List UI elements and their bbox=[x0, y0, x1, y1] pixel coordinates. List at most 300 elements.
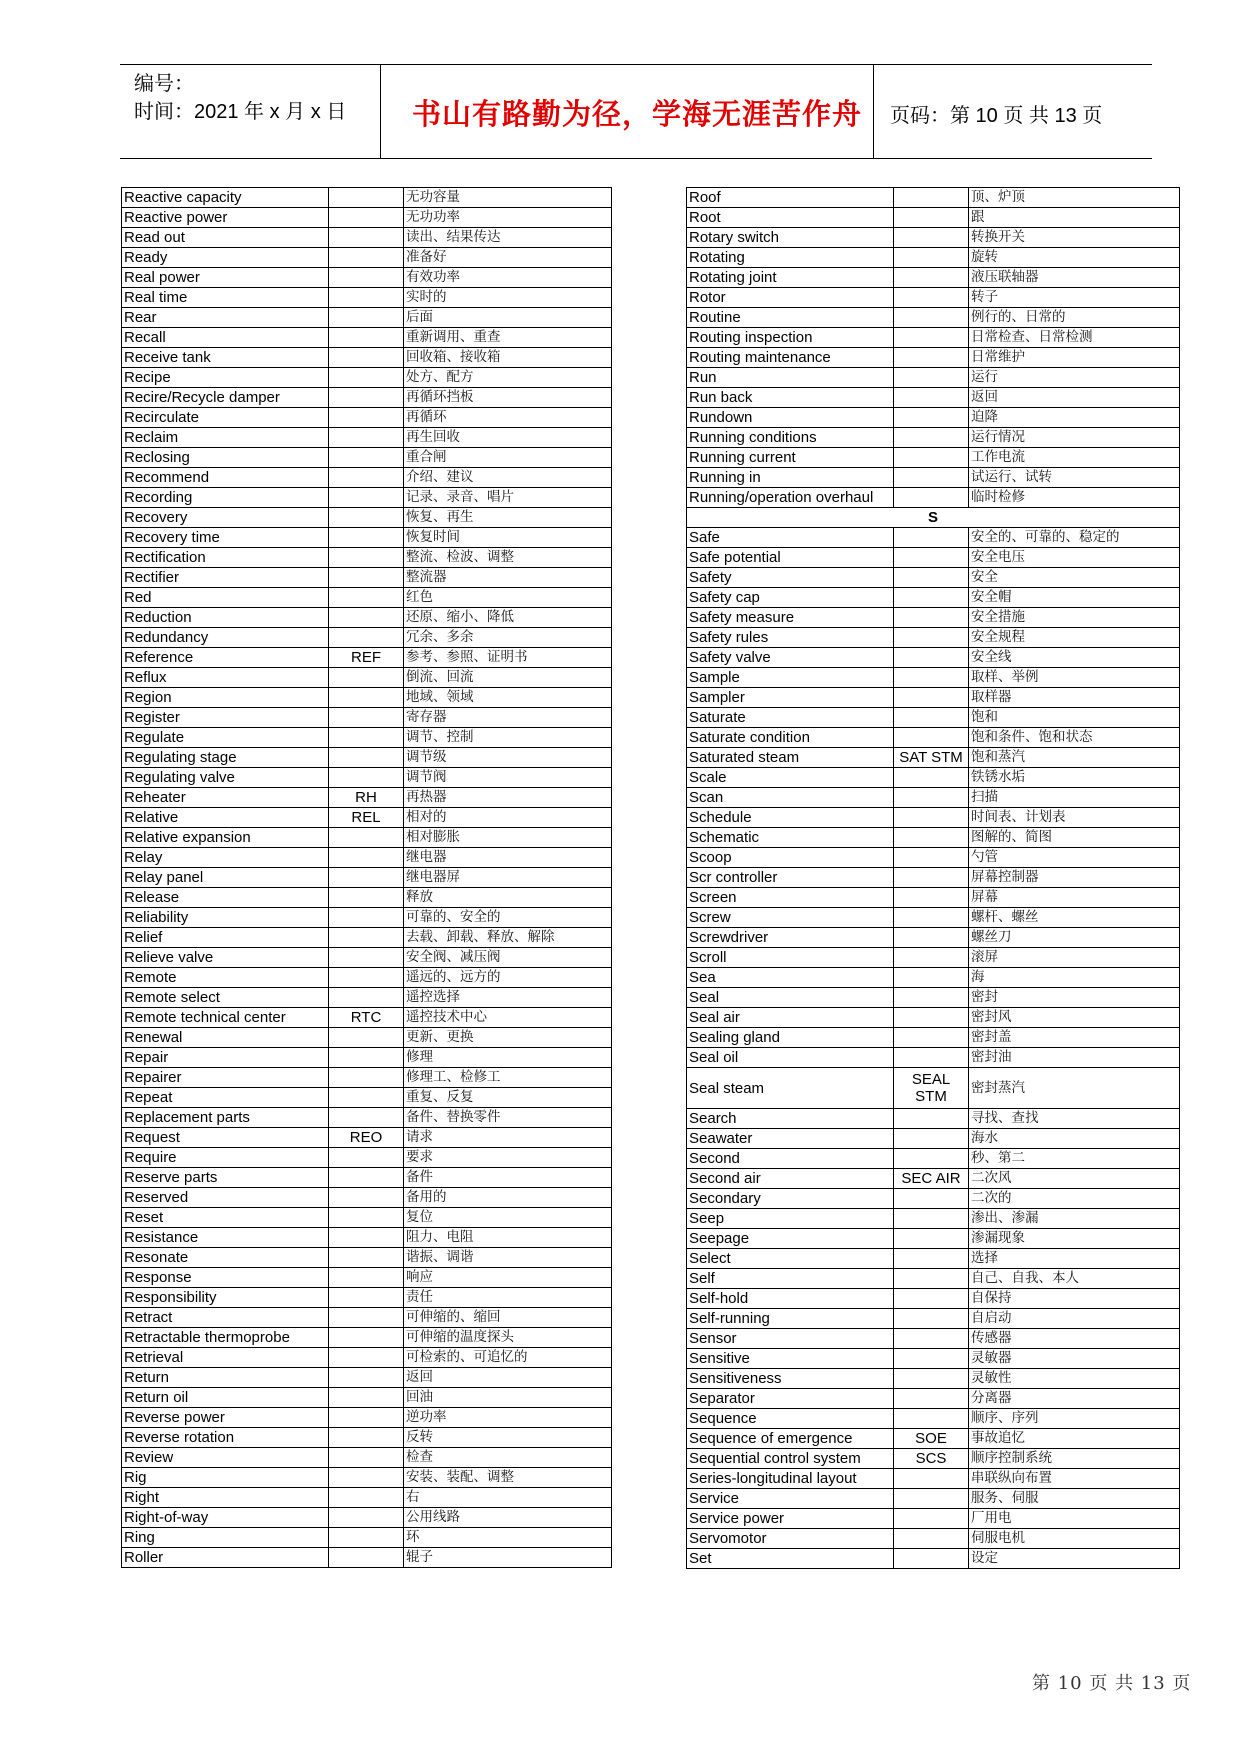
table-row bbox=[687, 988, 1180, 1008]
abbreviation-cell bbox=[894, 388, 969, 408]
table-row bbox=[687, 748, 1180, 768]
table-row bbox=[122, 1548, 612, 1568]
abbreviation-cell bbox=[329, 1428, 404, 1448]
abbreviation-cell bbox=[894, 608, 969, 628]
term-cell: Reclaim bbox=[122, 428, 329, 448]
table-row bbox=[122, 468, 612, 488]
term-cell: Reserved bbox=[122, 1188, 329, 1208]
abbreviation-cell bbox=[894, 628, 969, 648]
term-cell: Sea bbox=[687, 968, 894, 988]
table-row bbox=[687, 1149, 1180, 1169]
abbreviation-cell bbox=[329, 1488, 404, 1508]
table-row bbox=[687, 1329, 1180, 1349]
table-row bbox=[687, 608, 1180, 628]
term-cell: Redundancy bbox=[122, 628, 329, 648]
header-page-info: 页码：第 10 页 共 13 页 bbox=[890, 105, 1103, 127]
abbreviation-cell bbox=[894, 708, 969, 728]
term-cell: Receive tank bbox=[122, 348, 329, 368]
abbreviation-cell bbox=[894, 768, 969, 788]
table-row bbox=[687, 368, 1180, 388]
table-row bbox=[122, 1388, 612, 1408]
abbreviation-cell bbox=[894, 188, 969, 208]
term-cell: Relative expansion bbox=[122, 828, 329, 848]
term-cell: Real time bbox=[122, 288, 329, 308]
table-row bbox=[122, 408, 612, 428]
abbreviation-cell bbox=[329, 668, 404, 688]
table-row bbox=[122, 208, 612, 228]
table-row bbox=[687, 1349, 1180, 1369]
abbreviation-cell bbox=[894, 328, 969, 348]
table-row bbox=[122, 268, 612, 288]
abbreviation-cell bbox=[329, 1368, 404, 1388]
table-row bbox=[687, 1008, 1180, 1028]
table-row bbox=[687, 1169, 1180, 1189]
term-cell: Remote bbox=[122, 968, 329, 988]
term-cell: Series-longitudinal layout bbox=[687, 1469, 894, 1489]
term-cell: Service bbox=[687, 1489, 894, 1509]
abbreviation-cell bbox=[329, 348, 404, 368]
abbreviation-cell bbox=[894, 688, 969, 708]
translation-cell: 液压联轴器 bbox=[969, 268, 1180, 288]
abbreviation-cell bbox=[329, 688, 404, 708]
translation-cell: 可伸缩的、缩回 bbox=[404, 1308, 612, 1328]
translation-cell: 处方、配方 bbox=[404, 368, 612, 388]
table-row bbox=[687, 688, 1180, 708]
table-row bbox=[687, 1409, 1180, 1429]
translation-cell: 释放 bbox=[404, 888, 612, 908]
abbreviation-cell: SCS bbox=[894, 1449, 969, 1469]
abbreviation-cell bbox=[329, 1148, 404, 1168]
translation-cell: 重合闸 bbox=[404, 448, 612, 468]
translation-cell: 地域、领域 bbox=[404, 688, 612, 708]
abbreviation-cell bbox=[329, 1028, 404, 1048]
translation-cell: 分离器 bbox=[969, 1389, 1180, 1409]
table-row bbox=[687, 1509, 1180, 1529]
translation-cell: 密封盖 bbox=[969, 1028, 1180, 1048]
abbreviation-cell bbox=[329, 1228, 404, 1248]
table-row bbox=[122, 968, 612, 988]
abbreviation-cell bbox=[329, 868, 404, 888]
table-row bbox=[122, 348, 612, 368]
table-row bbox=[122, 1288, 612, 1308]
term-cell: Sensor bbox=[687, 1329, 894, 1349]
abbreviation-cell bbox=[329, 488, 404, 508]
table-row bbox=[122, 1088, 612, 1108]
translation-cell: 海水 bbox=[969, 1129, 1180, 1149]
translation-cell: 饱和条件、饱和状态 bbox=[969, 728, 1180, 748]
translation-cell: 重复、反复 bbox=[404, 1088, 612, 1108]
abbreviation-cell bbox=[329, 888, 404, 908]
table-row bbox=[687, 1289, 1180, 1309]
translation-cell: 公用线路 bbox=[404, 1508, 612, 1528]
term-cell: Sampler bbox=[687, 688, 894, 708]
table-row bbox=[122, 1508, 612, 1528]
translation-cell: 灵敏器 bbox=[969, 1349, 1180, 1369]
term-cell: Separator bbox=[687, 1389, 894, 1409]
translation-cell: 渗漏现象 bbox=[969, 1229, 1180, 1249]
abbreviation-cell bbox=[329, 1168, 404, 1188]
table-row bbox=[687, 1309, 1180, 1329]
term-cell: Relay panel bbox=[122, 868, 329, 888]
translation-cell: 厂用电 bbox=[969, 1509, 1180, 1529]
abbreviation-cell bbox=[894, 868, 969, 888]
abbreviation-cell bbox=[894, 1189, 969, 1209]
table-row bbox=[687, 1129, 1180, 1149]
abbreviation-cell bbox=[894, 528, 969, 548]
abbreviation-cell bbox=[329, 628, 404, 648]
term-cell: Screen bbox=[687, 888, 894, 908]
translation-cell: 二次风 bbox=[969, 1169, 1180, 1189]
table-row bbox=[687, 628, 1180, 648]
abbreviation-cell bbox=[894, 948, 969, 968]
term-cell: Second bbox=[687, 1149, 894, 1169]
translation-cell: 选择 bbox=[969, 1249, 1180, 1269]
translation-cell: 无功容量 bbox=[404, 188, 612, 208]
translation-cell: 修理 bbox=[404, 1048, 612, 1068]
table-row bbox=[687, 588, 1180, 608]
translation-cell: 遥远的、远方的 bbox=[404, 968, 612, 988]
term-cell: Regulate bbox=[122, 728, 329, 748]
table-row bbox=[122, 1368, 612, 1388]
table-row bbox=[122, 1348, 612, 1368]
abbreviation-cell bbox=[329, 708, 404, 728]
translation-cell: 谐振、调谐 bbox=[404, 1248, 612, 1268]
table-row bbox=[122, 668, 612, 688]
term-cell: Resistance bbox=[122, 1228, 329, 1248]
translation-cell: 实时的 bbox=[404, 288, 612, 308]
abbreviation-cell bbox=[894, 348, 969, 368]
translation-cell: 密封 bbox=[969, 988, 1180, 1008]
abbreviation-cell bbox=[894, 588, 969, 608]
term-cell: Require bbox=[122, 1148, 329, 1168]
table-row bbox=[122, 1048, 612, 1068]
translation-cell: 转子 bbox=[969, 288, 1180, 308]
table-row bbox=[687, 1068, 1180, 1109]
translation-cell: 冗余、多余 bbox=[404, 628, 612, 648]
term-cell: Schematic bbox=[687, 828, 894, 848]
abbreviation-cell bbox=[894, 1149, 969, 1169]
abbreviation-cell bbox=[329, 448, 404, 468]
table-row bbox=[687, 468, 1180, 488]
translation-cell: 安全规程 bbox=[969, 628, 1180, 648]
term-cell: Run bbox=[687, 368, 894, 388]
table-row bbox=[122, 1328, 612, 1348]
abbreviation-cell bbox=[329, 1528, 404, 1548]
abbreviation-cell bbox=[329, 928, 404, 948]
abbreviation-cell: REL bbox=[329, 808, 404, 828]
abbreviation-cell bbox=[329, 268, 404, 288]
abbreviation-cell bbox=[894, 1249, 969, 1269]
translation-cell: 返回 bbox=[404, 1368, 612, 1388]
translation-cell: 调节阀 bbox=[404, 768, 612, 788]
table-row bbox=[687, 248, 1180, 268]
table-row bbox=[687, 1389, 1180, 1409]
translation-cell: 伺服电机 bbox=[969, 1529, 1180, 1549]
translation-cell: 安全阀、减压阀 bbox=[404, 948, 612, 968]
abbreviation-cell: RH bbox=[329, 788, 404, 808]
table-row bbox=[687, 1429, 1180, 1449]
translation-cell: 饱和 bbox=[969, 708, 1180, 728]
table-row bbox=[122, 1488, 612, 1508]
abbreviation-cell bbox=[894, 308, 969, 328]
translation-cell: 阻力、电阻 bbox=[404, 1228, 612, 1248]
translation-cell: 日常维护 bbox=[969, 348, 1180, 368]
translation-cell: 顺序控制系统 bbox=[969, 1449, 1180, 1469]
translation-cell: 再热器 bbox=[404, 788, 612, 808]
table-row bbox=[687, 288, 1180, 308]
abbreviation-cell: SEAL STM bbox=[894, 1068, 969, 1109]
number-label: 编号： bbox=[134, 73, 194, 95]
table-row bbox=[122, 648, 612, 668]
term-cell: Remote technical center bbox=[122, 1008, 329, 1028]
translation-cell: 安全措施 bbox=[969, 608, 1180, 628]
abbreviation-cell bbox=[894, 828, 969, 848]
translation-cell: 灵敏性 bbox=[969, 1369, 1180, 1389]
table-row bbox=[122, 1028, 612, 1048]
abbreviation-cell bbox=[329, 728, 404, 748]
term-cell: Reactive power bbox=[122, 208, 329, 228]
term-cell: Second air bbox=[687, 1169, 894, 1189]
abbreviation-cell bbox=[329, 1328, 404, 1348]
table-row bbox=[687, 268, 1180, 288]
term-cell: Scoop bbox=[687, 848, 894, 868]
abbreviation-cell bbox=[894, 1309, 969, 1329]
translation-cell: 无功功率 bbox=[404, 208, 612, 228]
table-row bbox=[687, 388, 1180, 408]
term-cell: Reheater bbox=[122, 788, 329, 808]
translation-cell: 运行情况 bbox=[969, 428, 1180, 448]
table-row bbox=[687, 1109, 1180, 1129]
term-cell: Root bbox=[687, 208, 894, 228]
translation-cell: 有效功率 bbox=[404, 268, 612, 288]
translation-cell: 安全帽 bbox=[969, 588, 1180, 608]
abbreviation-cell bbox=[329, 288, 404, 308]
table-row bbox=[122, 548, 612, 568]
abbreviation-cell bbox=[894, 808, 969, 828]
term-cell: Regulating valve bbox=[122, 768, 329, 788]
table-row bbox=[122, 588, 612, 608]
term-cell: Relief bbox=[122, 928, 329, 948]
term-cell: Self-hold bbox=[687, 1289, 894, 1309]
abbreviation-cell: REF bbox=[329, 648, 404, 668]
translation-cell: 螺丝刀 bbox=[969, 928, 1180, 948]
term-cell: Sensitive bbox=[687, 1349, 894, 1369]
term-cell: Saturated steam bbox=[687, 748, 894, 768]
translation-cell: 秒、第二 bbox=[969, 1149, 1180, 1169]
term-cell: Real power bbox=[122, 268, 329, 288]
abbreviation-cell bbox=[329, 1348, 404, 1368]
translation-cell: 检查 bbox=[404, 1448, 612, 1468]
translation-cell: 倒流、回流 bbox=[404, 668, 612, 688]
abbreviation-cell bbox=[329, 468, 404, 488]
term-cell: Sequential control system bbox=[687, 1449, 894, 1469]
translation-cell: 调节级 bbox=[404, 748, 612, 768]
abbreviation-cell bbox=[329, 1308, 404, 1328]
table-row bbox=[687, 188, 1180, 208]
table-row bbox=[687, 968, 1180, 988]
table-row bbox=[687, 868, 1180, 888]
table-row bbox=[687, 348, 1180, 368]
abbreviation-cell bbox=[329, 248, 404, 268]
term-cell: Repairer bbox=[122, 1068, 329, 1088]
translation-cell: 临时检修 bbox=[969, 488, 1180, 508]
translation-cell: 二次的 bbox=[969, 1189, 1180, 1209]
table-row bbox=[122, 1268, 612, 1288]
abbreviation-cell bbox=[894, 568, 969, 588]
translation-cell: 去载、卸载、释放、解除 bbox=[404, 928, 612, 948]
translation-cell: 相对的 bbox=[404, 808, 612, 828]
abbreviation-cell bbox=[894, 368, 969, 388]
term-cell: Service power bbox=[687, 1509, 894, 1529]
translation-cell: 响应 bbox=[404, 1268, 612, 1288]
translation-cell: 事故追忆 bbox=[969, 1429, 1180, 1449]
term-cell: Seepage bbox=[687, 1229, 894, 1249]
table-row bbox=[687, 668, 1180, 688]
translation-cell: 遥控技术中心 bbox=[404, 1008, 612, 1028]
term-cell: Resonate bbox=[122, 1248, 329, 1268]
table-row bbox=[687, 228, 1180, 248]
translation-cell: 再循环 bbox=[404, 408, 612, 428]
term-cell: Retrieval bbox=[122, 1348, 329, 1368]
term-cell: Set bbox=[687, 1549, 894, 1569]
table-row bbox=[687, 1469, 1180, 1489]
table-row bbox=[687, 568, 1180, 588]
term-cell: Ring bbox=[122, 1528, 329, 1548]
table-row bbox=[687, 328, 1180, 348]
table-row bbox=[687, 448, 1180, 468]
translation-cell: 取样器 bbox=[969, 688, 1180, 708]
table-row bbox=[687, 788, 1180, 808]
table-row bbox=[122, 288, 612, 308]
translation-cell: 安全 bbox=[969, 568, 1180, 588]
term-cell: Recording bbox=[122, 488, 329, 508]
table-row bbox=[122, 388, 612, 408]
term-cell: Replacement parts bbox=[122, 1108, 329, 1128]
term-cell: Reliability bbox=[122, 908, 329, 928]
abbreviation-cell bbox=[894, 1329, 969, 1349]
glossary-table-right bbox=[686, 187, 1180, 1569]
term-cell: Response bbox=[122, 1268, 329, 1288]
term-cell: Rundown bbox=[687, 408, 894, 428]
abbreviation-cell bbox=[894, 1269, 969, 1289]
abbreviation-cell bbox=[894, 1529, 969, 1549]
translation-cell: 可伸缩的温度探头 bbox=[404, 1328, 612, 1348]
abbreviation-cell bbox=[329, 908, 404, 928]
table-row bbox=[122, 988, 612, 1008]
table-row bbox=[122, 368, 612, 388]
table-row bbox=[122, 728, 612, 748]
abbreviation-cell bbox=[329, 968, 404, 988]
table-row bbox=[687, 1028, 1180, 1048]
term-cell: Responsibility bbox=[122, 1288, 329, 1308]
translation-cell: 右 bbox=[404, 1488, 612, 1508]
table-row bbox=[122, 748, 612, 768]
abbreviation-cell: REO bbox=[329, 1128, 404, 1148]
abbreviation-cell bbox=[894, 1048, 969, 1068]
abbreviation-cell bbox=[329, 408, 404, 428]
term-cell: Reclosing bbox=[122, 448, 329, 468]
table-row bbox=[122, 628, 612, 648]
table-row bbox=[122, 768, 612, 788]
translation-cell: 整流器 bbox=[404, 568, 612, 588]
translation-cell: 备件 bbox=[404, 1168, 612, 1188]
translation-cell: 安全线 bbox=[969, 648, 1180, 668]
translation-cell: 备件、替换零件 bbox=[404, 1108, 612, 1128]
abbreviation-cell bbox=[329, 608, 404, 628]
term-cell: Reverse rotation bbox=[122, 1428, 329, 1448]
translation-cell: 后面 bbox=[404, 308, 612, 328]
term-cell: Running current bbox=[687, 448, 894, 468]
abbreviation-cell bbox=[329, 1448, 404, 1468]
table-row bbox=[687, 948, 1180, 968]
translation-cell: 安装、装配、调整 bbox=[404, 1468, 612, 1488]
abbreviation-cell bbox=[894, 1549, 969, 1569]
table-row bbox=[687, 548, 1180, 568]
abbreviation-cell bbox=[329, 568, 404, 588]
translation-cell: 逆功率 bbox=[404, 1408, 612, 1428]
abbreviation-cell bbox=[894, 548, 969, 568]
table-row bbox=[122, 488, 612, 508]
term-cell: Recipe bbox=[122, 368, 329, 388]
abbreviation-cell bbox=[894, 1008, 969, 1028]
translation-cell: 重新调用、重查 bbox=[404, 328, 612, 348]
abbreviation-cell bbox=[894, 228, 969, 248]
table-row bbox=[122, 1468, 612, 1488]
translation-cell: 海 bbox=[969, 968, 1180, 988]
term-cell: Reserve parts bbox=[122, 1168, 329, 1188]
abbreviation-cell bbox=[894, 1109, 969, 1129]
abbreviation-cell bbox=[894, 1489, 969, 1509]
abbreviation-cell bbox=[329, 768, 404, 788]
abbreviation-cell bbox=[894, 728, 969, 748]
term-cell: Repair bbox=[122, 1048, 329, 1068]
table-row bbox=[122, 1208, 612, 1228]
term-cell: Screw bbox=[687, 908, 894, 928]
table-row bbox=[122, 828, 612, 848]
abbreviation-cell bbox=[894, 448, 969, 468]
abbreviation-cell bbox=[894, 488, 969, 508]
table-row bbox=[122, 1068, 612, 1088]
term-cell: Reduction bbox=[122, 608, 329, 628]
table-row bbox=[122, 1248, 612, 1268]
term-cell: Safe potential bbox=[687, 548, 894, 568]
term-cell: Ready bbox=[122, 248, 329, 268]
table-row bbox=[687, 648, 1180, 668]
abbreviation-cell bbox=[329, 328, 404, 348]
term-cell: Recall bbox=[122, 328, 329, 348]
translation-cell: 工作电流 bbox=[969, 448, 1180, 468]
term-cell: Renewal bbox=[122, 1028, 329, 1048]
page-header bbox=[120, 64, 1152, 159]
abbreviation-cell bbox=[894, 668, 969, 688]
abbreviation-cell bbox=[329, 1068, 404, 1088]
term-cell: Roller bbox=[122, 1548, 329, 1568]
term-cell: Search bbox=[687, 1109, 894, 1129]
abbreviation-cell: SOE bbox=[894, 1429, 969, 1449]
translation-cell: 自启动 bbox=[969, 1309, 1180, 1329]
term-cell: Running/operation overhaul bbox=[687, 488, 894, 508]
table-row bbox=[122, 688, 612, 708]
abbreviation-cell bbox=[894, 408, 969, 428]
table-row bbox=[687, 428, 1180, 448]
translation-cell: 密封风 bbox=[969, 1008, 1180, 1028]
translation-cell: 屏幕 bbox=[969, 888, 1180, 908]
table-row bbox=[122, 608, 612, 628]
term-cell: Screwdriver bbox=[687, 928, 894, 948]
term-cell: Safe bbox=[687, 528, 894, 548]
table-row bbox=[122, 868, 612, 888]
abbreviation-cell bbox=[329, 1108, 404, 1128]
